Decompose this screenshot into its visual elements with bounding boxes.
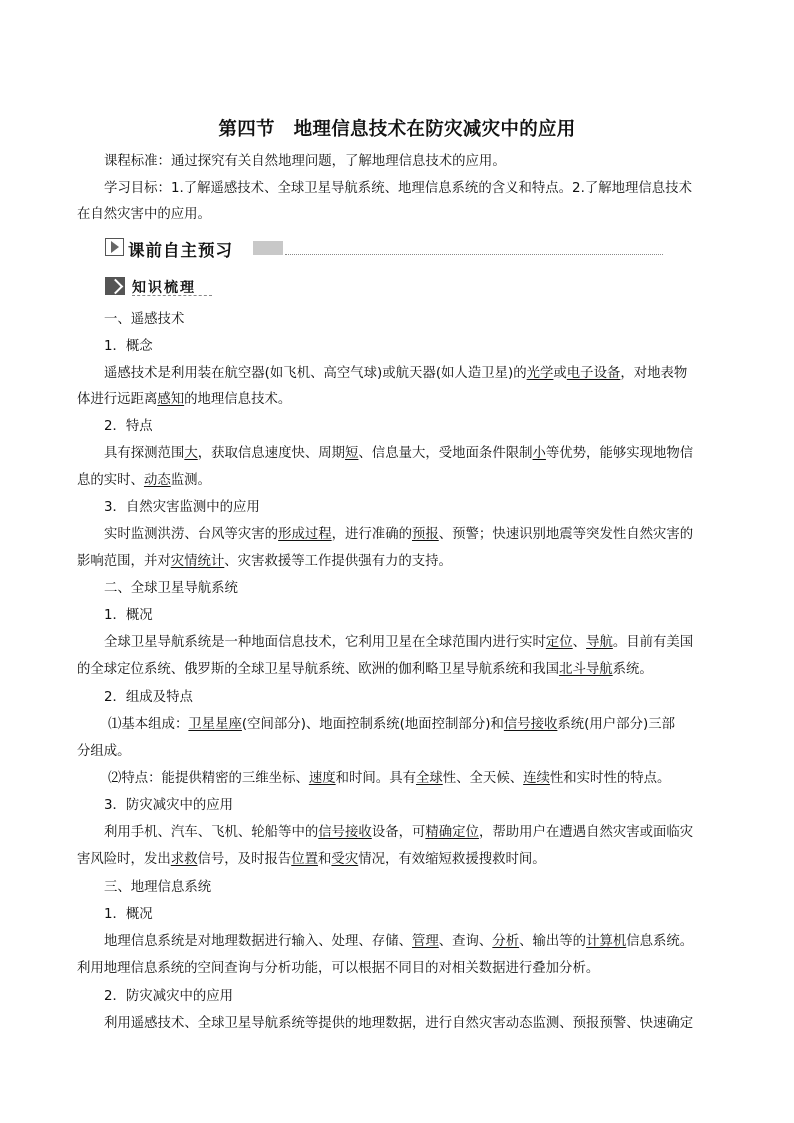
subsection-underline [132, 295, 212, 296]
answer-blank: 定位 [545, 635, 573, 650]
answer-blank: 预报 [411, 527, 439, 542]
paragraph-line: 利用地理信息系统的空间查询与分析功能，可以根据不同目的对相关数据进行叠加分析。 [77, 961, 600, 976]
item-heading: 1．概况 [104, 608, 153, 623]
subsection-header [105, 275, 215, 297]
item-heading: 1．概况 [104, 907, 153, 922]
answer-blank: 分析 [492, 934, 520, 949]
answer-blank: 信号接收 [503, 717, 558, 732]
answer-blank: 计算机 [586, 934, 627, 949]
answer-blank: 速度 [308, 771, 336, 786]
item-heading: 2．组成及特点 [104, 690, 193, 705]
answer-blank: 卫星星座 [188, 717, 242, 732]
item-heading: 2．防灾减灾中的应用 [104, 989, 234, 1004]
paragraph-line: 具有探测范围大，获取信息速度快、周期短、信息量大，受地面条件限制小等优势，能够实现地物信 [104, 446, 694, 461]
section-banner [105, 237, 663, 259]
section-heading: 二、全球卫星导航系统 [104, 581, 238, 596]
paragraph-line: 遥感技术是利用装在航空器(如飞机、高空气球)或航天器(如人造卫星)的光学或电子设备，对地表物 [104, 366, 688, 381]
item-heading: 3．防灾减灾中的应用 [104, 798, 234, 813]
paragraph-line: ⑵特点：能提供精密的三维坐标、速度和时间。具有全球性、全天候、连续性和实时性的特点。 [108, 771, 671, 786]
answer-blank: 感知 [157, 392, 185, 407]
answer-blank: 灾情统计 [170, 554, 225, 569]
answer-blank: 电子设备 [566, 366, 621, 381]
banner-rule [285, 254, 663, 255]
paragraph-line: 的全球定位系统、俄罗斯的全球卫星导航系统、欧洲的伽利略卫星导航系统和我国北斗导航系统。 [77, 662, 653, 677]
banner-decoration [253, 241, 283, 255]
answer-blank: 大 [184, 446, 198, 461]
answer-blank: 短 [345, 446, 359, 461]
learning-objectives-line1: 学习目标：1.了解遥感技术、全球卫星导航系统、地理信息系统的含义和特点。2.了解地理信息技术 [104, 181, 692, 196]
answer-blank: 管理 [411, 934, 439, 949]
answer-blank: 连续 [523, 771, 550, 786]
paragraph-line: 地理信息系统是对地理数据进行输入、处理、存储、管理、查询、分析、输出等的计算机信息系统。 [104, 934, 694, 949]
answer-blank: 动态 [143, 473, 171, 488]
subsection-label: 知识梳理 [132, 280, 196, 296]
paragraph-line: 害风险时，发出求救信号，及时报告位置和受灾情况，有效缩短救援搜救时间。 [77, 852, 546, 867]
answer-blank: 位置 [291, 852, 319, 867]
paragraph-line: 影响范围，并对灾情统计、灾害救援等工作提供强有力的支持。 [77, 554, 452, 569]
page-title: 第四节 地理信息技术在防灾减灾中的应用 [218, 119, 576, 140]
paragraph-line: 利用手机、汽车、飞机、轮船等中的信号接收设备，可精确定位，帮助用户在遭遇自然灾害或面临灾 [104, 825, 694, 840]
section-heading: 一、遥感技术 [104, 312, 185, 327]
item-heading: 2．特点 [104, 419, 153, 434]
answer-blank: 求救 [170, 852, 198, 867]
answer-blank: 导航 [586, 635, 613, 650]
paragraph-line: 利用遥感技术、全球卫星导航系统等提供的地理数据，进行自然灾害动态监测、预报预警、快速确定 [104, 1016, 694, 1031]
answer-blank: 信号接收 [318, 825, 372, 840]
item-heading: 1．概念 [104, 339, 153, 354]
paragraph-line: 息的实时、动态监测。 [77, 473, 211, 488]
paragraph-line: 全球卫星导航系统是一种地面信息技术，它利用卫星在全球范围内进行实时定位、导航。目前有美国 [104, 635, 694, 650]
play-icon [105, 238, 124, 256]
answer-blank: 形成过程 [278, 527, 332, 542]
answer-blank: 受灾 [331, 852, 359, 867]
arrow-icon [105, 277, 125, 295]
section-heading: 三、地理信息系统 [104, 880, 212, 895]
paragraph-line: 实时监测洪涝、台风等灾害的形成过程，进行准确的预报、预警；快速识别地震等突发性自然灾害的 [104, 527, 694, 542]
answer-blank: 北斗导航 [559, 662, 613, 677]
banner-label: 课前自主预习 [128, 241, 233, 260]
learning-objectives-line2: 在自然灾害中的应用。 [77, 207, 211, 222]
course-standard: 课程标准：通过探究有关自然地理问题，了解地理信息技术的应用。 [104, 154, 506, 169]
item-heading: 3．自然灾害监测中的应用 [104, 500, 260, 515]
answer-blank: 光学 [526, 366, 554, 381]
paragraph-line: 体进行远距离感知的地理信息技术。 [77, 392, 292, 407]
answer-blank: 全球 [415, 771, 443, 786]
answer-blank: 小 [532, 446, 546, 461]
paragraph-line: 分组成。 [77, 744, 131, 759]
answer-blank: 精确定位 [425, 825, 479, 840]
paragraph-line: ⑴基本组成：卫星星座(空间部分)、地面控制系统(地面控制部分)和信号接收系统(用户部分)三部 [108, 717, 675, 732]
